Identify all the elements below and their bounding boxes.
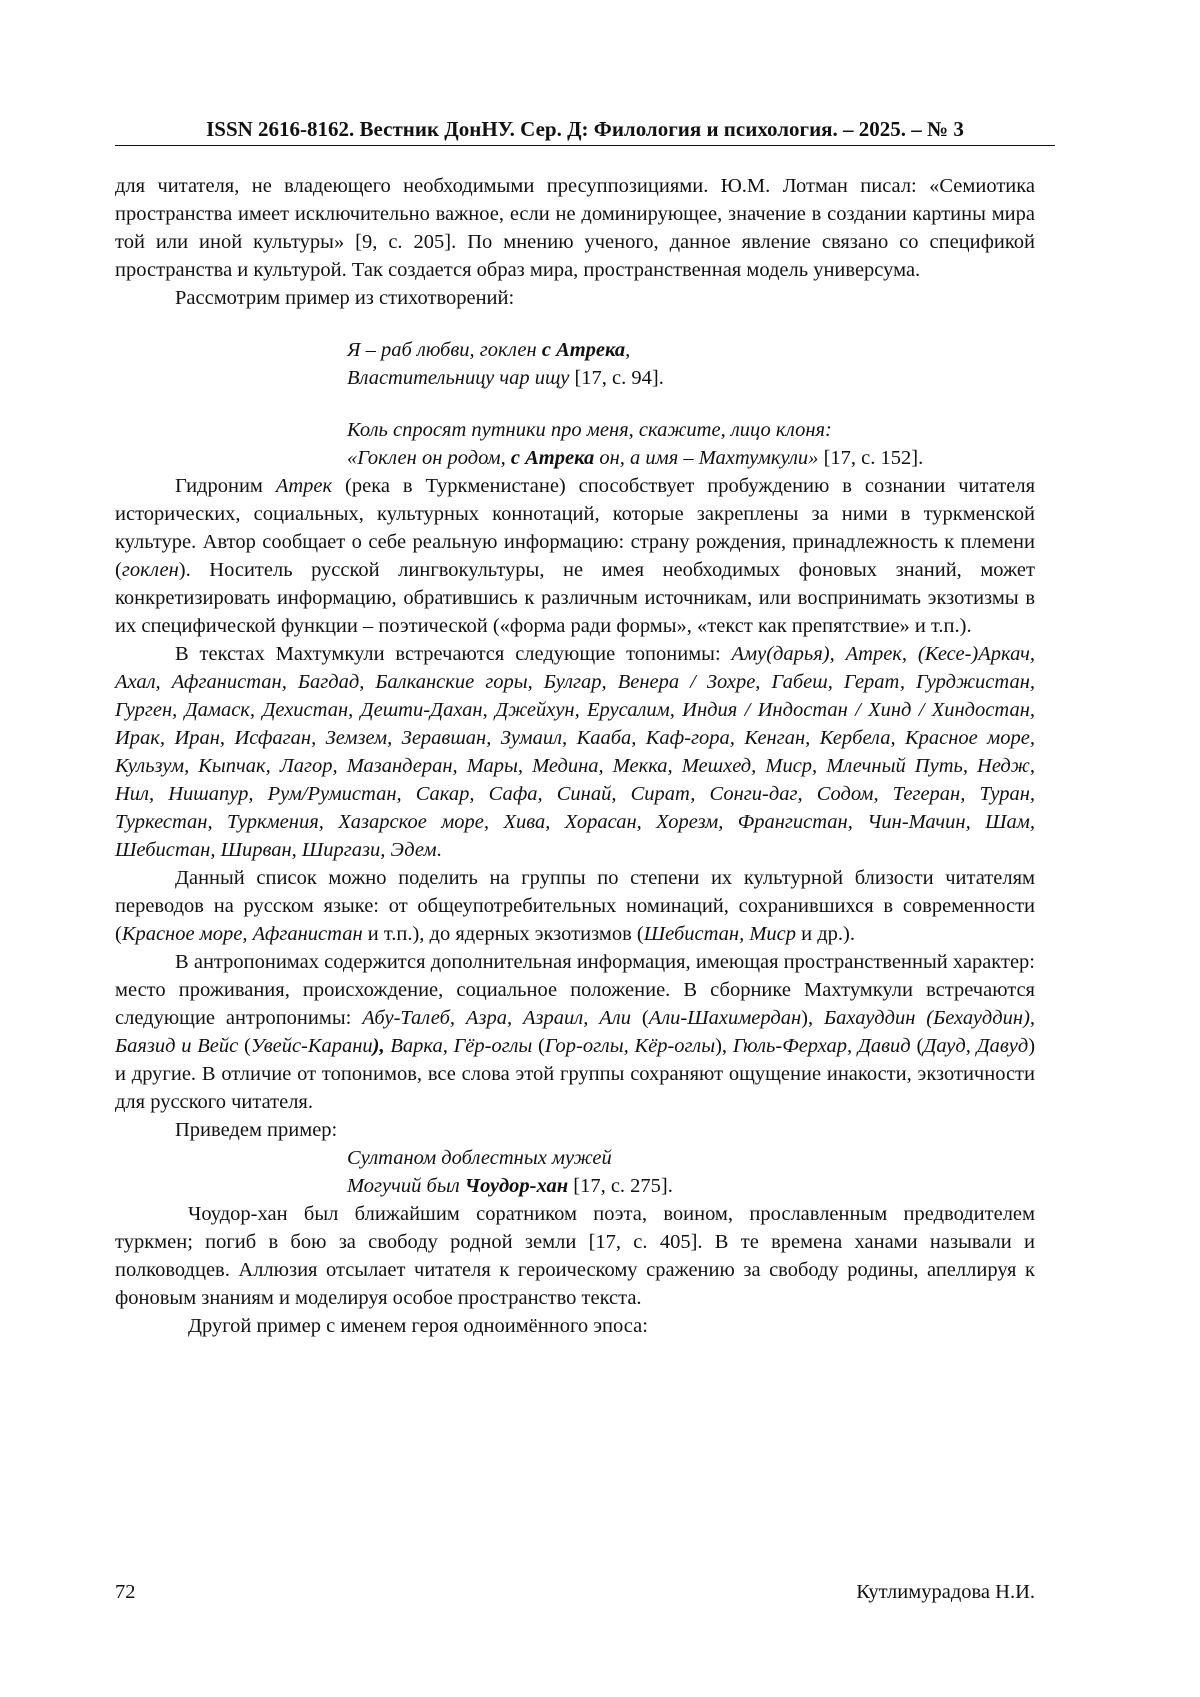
paragraph-1 <box>115 172 1035 284</box>
italic-term: Абу-Талеб, Азра, Азраил, Али <box>362 1007 631 1029</box>
paragraph-4 <box>115 640 1035 864</box>
text-span: Чоудор-хан был ближайшим соратником поэта, воином, прославленным предводителем туркмен; погиб в бою за свободу родной земли [17, с. 405]. В те времена ханами называли и полководцев. Аллюзия отсылает читателя к героическому сражению за свободу родины, апеллируя к фоновым знаниям и моделируя особое пространство текста. <box>115 1203 1035 1309</box>
verse-text: Коль спросят путники про меня, скажите, лицо клоня: <box>347 419 832 441</box>
italic-term: Увейс-Карани <box>250 1035 373 1057</box>
paragraph-8 <box>115 1200 1035 1312</box>
text-span: ) и другие. В отличие от топонимов, все слова этой группы сохраняют ощущение инакости, экзотичности для русского читателя. <box>115 1035 1036 1113</box>
text-span: . <box>436 839 442 861</box>
text-span: (река в Туркменистане) способствует пробуждению в сознании читателя исторических, социальных, культурных коннотаций, которые закреплены за ними в туркменской культуре. Автор сообщает о себе реальную информацию: страну рождения, принадлежность к племени ( <box>115 475 1036 581</box>
text-span: ( <box>630 1007 649 1029</box>
text-span: Приведем пример: <box>175 1119 338 1141</box>
text-span: ), <box>715 1035 733 1057</box>
text-span: ( <box>910 1035 924 1057</box>
paragraph-2 <box>115 284 1035 312</box>
text-span: В антропонимах содержится дополнительная информация, имеющая пространственный характер: место проживания, происхождение, социальное положение. В сборнике Махтумкули встречаются следующие антропонимы: <box>115 951 1035 1029</box>
italic-term: Шебистан, Миср <box>643 923 797 945</box>
verse-line <box>347 364 1035 392</box>
verse-line <box>347 1144 1035 1172</box>
author-name: Кутлимурадова Н.И. <box>856 1581 1035 1603</box>
text-span: для читателя, не владеющего необходимыми пресуппозициями. Ю.М. Лотман писал: «Семиотика пространства имеет исключительно важное, если не доминирующее, значение в создании картины мира той или иной культуры» [9, с. 205]. По мнению ученого, данное явление связано со спецификой пространства и культурой. Так создается образ мира, пространственная модель универсума. <box>115 175 1035 281</box>
italic-term: Али-Шахимердан <box>648 1007 802 1029</box>
verse-text: , <box>625 339 631 361</box>
text-span: Другой пример с именем героя одноимённого эпоса: <box>188 1315 648 1337</box>
verse-emphasis: Чоудор-хан <box>464 1175 569 1197</box>
citation: [17, с. 94]. <box>569 367 664 389</box>
running-header: ISSN 2616-8162. Вестник ДонНУ. Сер. Д: Филология и психология. – 2025. – № 3 <box>115 116 1055 146</box>
verse-quote-1 <box>347 336 1035 392</box>
text-span: Рассмотрим пример из стихотворений: <box>175 287 515 309</box>
verse-quote-3 <box>347 1144 1035 1200</box>
italic-term: Дауд, Давуд <box>923 1035 1029 1057</box>
verse-quote-2 <box>347 416 1035 472</box>
paragraph-6 <box>115 948 1035 1116</box>
citation: [17, с. 275]. <box>568 1175 673 1197</box>
verse-text: «Гоклен он родом, <box>347 447 511 469</box>
toponym-list: Аму(дарья), Атрек, (Кесе-)Аркач, Ахал, Афганистан, Багдад, Балканские горы, Булгар, Венера / Зохре, Габеш, Герат, Гурджистан, Гурген, Дамаск, Дехистан, Дешти-Дахан, Джейхун, Ерусалим, Индия / Индостан / Хинд / Хиндостан, Ирак, Иран, Исфаган, Земзем, Зеравшан, Зумаил, Кааба, Каф-гора, Кенган, Кербела, Красное море, Кульзум, Кыпчак, Лагор, Мазандеран, Мары, Медина, Мекка, Мешхед, Миср, Млечный Путь, Недж, Нил, Нишапур, Рум/Румистан, Сакар, Сафа, Синай, Сират, Сонги-даг, Содом, Тегеран, Туран, Туркестан, Туркмения, Хазарское море, Хива, Хорасан, Хорезм, Франгистан, Чин-Мачин, Шам, Шебистан, Ширван, Ширгази, Эдем <box>115 643 1035 861</box>
text-span: ). Носитель русской лингвокультуры, не имея необходимых фоновых знаний, может конкретизировать информацию, обратившись к различным источникам, или воспринимать экзотизмы в их специфической функции – поэтической («форма ради формы», «текст как препятствие» и т.п.). <box>115 559 1035 637</box>
italic-term: Гор-оглы, Кёр-оглы <box>544 1035 716 1057</box>
italic-term: Бахауддин (Бехауддин), Баязид и Вейс <box>115 1007 1036 1057</box>
text-span: и др.). <box>796 923 855 945</box>
text-span: Гидроним <box>175 475 276 497</box>
text-span: В текстах Махтумкули встречаются следующие топонимы: <box>175 643 732 665</box>
verse-text: Властительницу чар ищу <box>347 367 570 389</box>
text-span: ), <box>801 1007 825 1029</box>
verse-emphasis: с Атрека <box>541 339 626 361</box>
text-span: Данный список можно поделить на группы по степени их культурной близости читателям переводов на русском языке: от общеупотребительных номинаций, сохранившихся в современности ( <box>115 867 1035 945</box>
paragraph-9 <box>115 1312 1035 1340</box>
italic-term: гоклен <box>121 559 179 581</box>
paragraph-5 <box>115 864 1035 948</box>
verse-line <box>347 1172 1035 1200</box>
paragraph-3 <box>115 472 1035 640</box>
verse-text: он, а имя – Махтумкули» <box>594 447 819 469</box>
verse-line <box>347 336 1035 364</box>
italic-term: Гюль-Ферхар, Давид <box>732 1035 911 1057</box>
text-span: ( <box>532 1035 545 1057</box>
paragraph-7 <box>115 1116 1035 1144</box>
italic-term: Варка, Гёр-оглы <box>390 1035 533 1057</box>
article-body <box>115 172 1035 1340</box>
verse-line <box>347 416 1035 444</box>
italic-term: ), <box>372 1035 385 1057</box>
page-number: 72 <box>115 1581 136 1603</box>
italic-term: Красное море, Афганистан <box>121 923 363 945</box>
verse-text: Могучий был <box>347 1175 465 1197</box>
verse-emphasis: с Атрека <box>510 447 595 469</box>
verse-line <box>347 444 1035 472</box>
text-span: ( <box>238 1035 251 1057</box>
citation: [17, с. 152]. <box>818 447 924 469</box>
italic-term: Атрек <box>275 475 333 497</box>
verse-text: Я – раб любви, гоклен <box>347 339 542 361</box>
text-span: и т.п.), до ядерных экзотизмов ( <box>362 923 644 945</box>
verse-text: Султаном доблестных мужей <box>347 1147 612 1169</box>
